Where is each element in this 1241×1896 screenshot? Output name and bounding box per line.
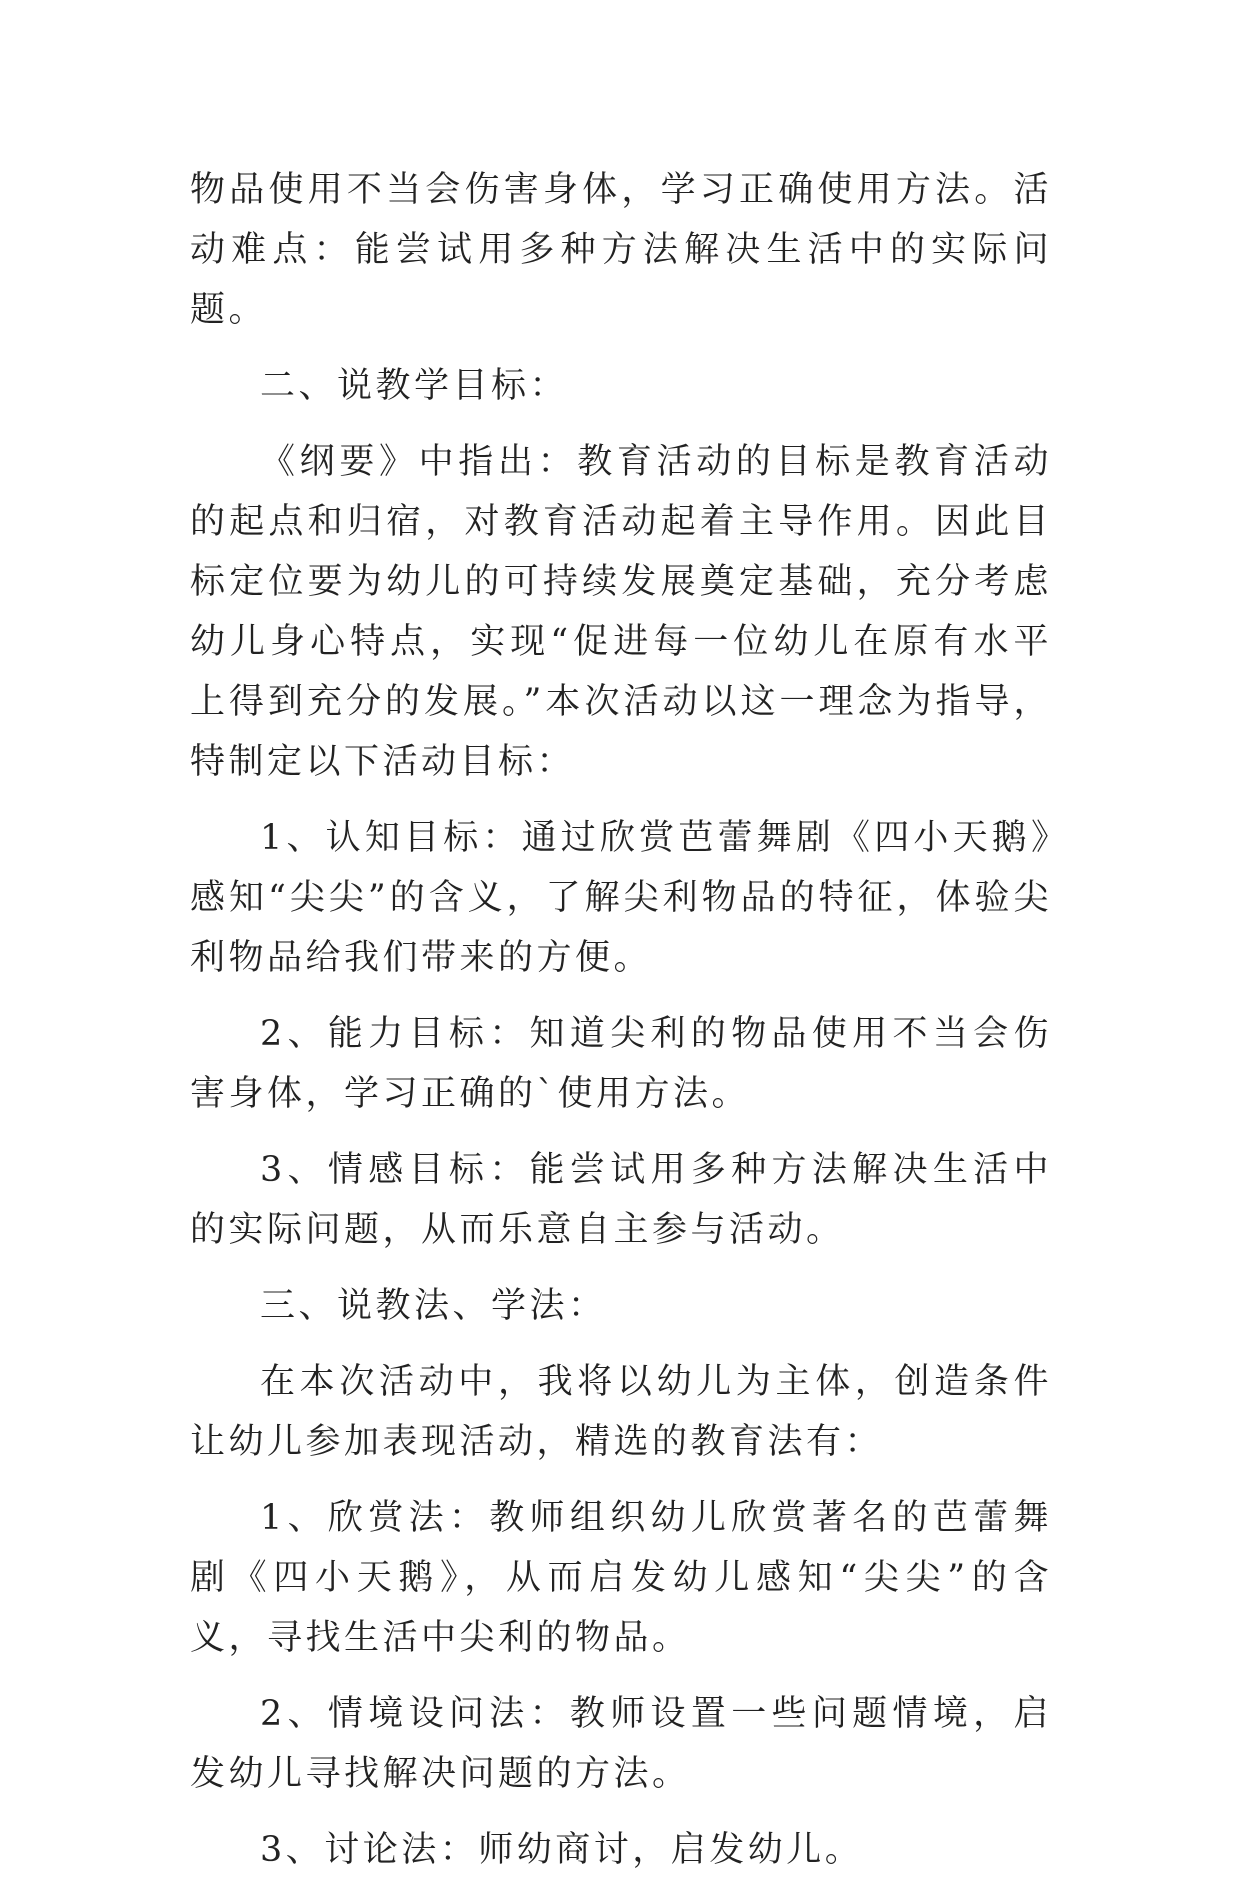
section-heading-methods: 三、说教法、学法：	[260, 1286, 607, 1326]
paragraph-difficulty: 物品使用不当会伤害身体，学习正确使用方法。活动难点：能尝试用多种方法解决生活中的实际问题。	[190, 170, 1052, 330]
list-item-emotional-goal: 3、情感目标：能尝试用多种方法解决生活中的实际问题，从而乐意自主参与活动。	[190, 1150, 1052, 1250]
paragraph-outline-quote: 《纲要》中指出：教育活动的目标是教育活动的起点和归宿，对教育活动起着主导作用。因此目标定位要为幼儿的可持续发展奠定基础，充分考虑幼儿身心特点，实现“促进每一位幼儿在原有水平上得到充分的发展。”本次活动以这一理念为指导，特制定以下活动目标：	[190, 442, 1052, 782]
list-item-appreciation-method: 1、欣赏法：教师组织幼儿欣赏著名的芭蕾舞剧《四小天鹅》，从而启发幼儿感知“尖尖”的含义，寻找生活中尖利的物品。	[190, 1498, 1052, 1658]
list-item-cognitive-goal: 1、认知目标：通过欣赏芭蕾舞剧《四小天鹅》感知“尖尖”的含义，了解尖利物品的特征，体验尖利物品给我们带来的方便。	[190, 818, 1052, 978]
document-body	[190, 160, 1052, 1896]
paragraph-methods-intro: 在本次活动中，我将以幼儿为主体，创造条件让幼儿参加表现活动，精选的教育法有：	[190, 1362, 1052, 1462]
list-item-situation-method: 2、情境设问法：教师设置一些问题情境，启发幼儿寻找解决问题的方法。	[190, 1694, 1052, 1794]
list-item-discussion-method: 3、讨论法：师幼商讨，启发幼儿。	[260, 1830, 864, 1870]
section-heading-teaching-goals: 二、说教学目标：	[260, 366, 569, 406]
list-item-ability-goal: 2、能力目标：知道尖利的物品使用不当会伤害身体，学习正确的`使用方法。	[190, 1014, 1052, 1114]
